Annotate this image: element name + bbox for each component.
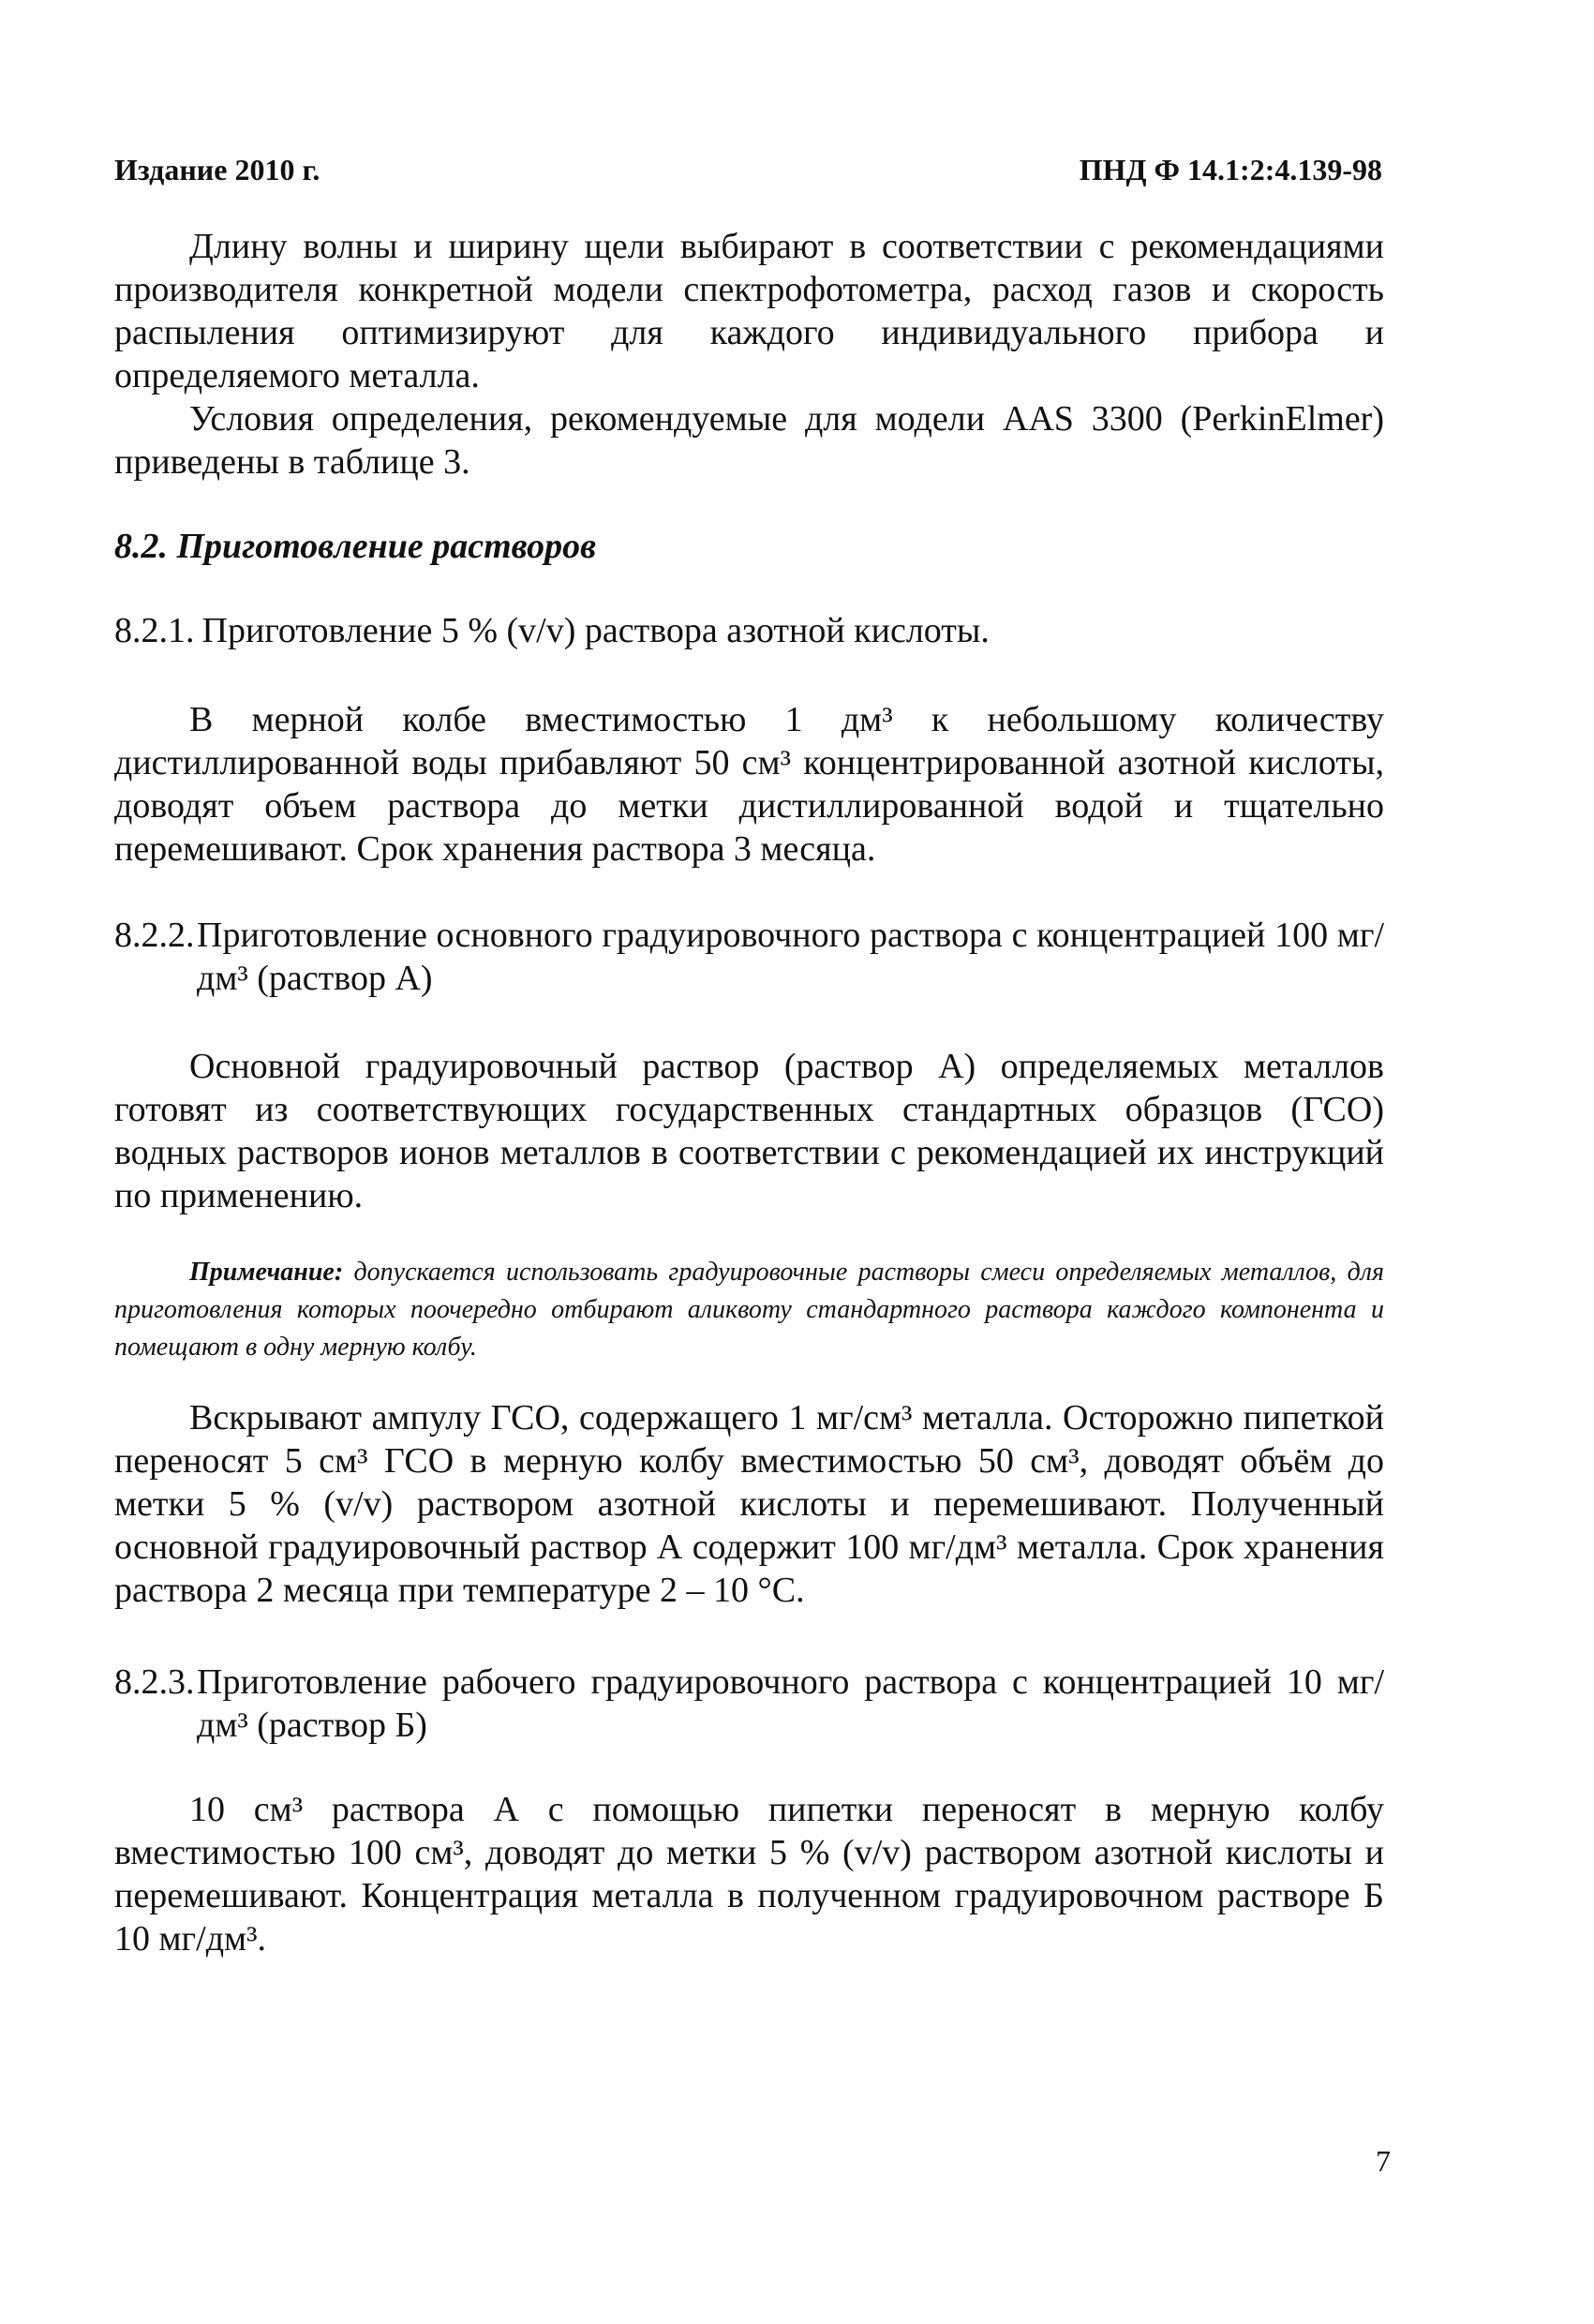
subsection-title: Приготовление основного градуировочного раствора с концентрацией 100 мг/дм³ (раствор А): [197, 916, 1384, 998]
subsection-title: Приготовление рабочего градуировочного раствора с концентрацией 10 мг/дм³ (раствор Б): [197, 1662, 1384, 1745]
note-label: Примечание:: [189, 1258, 344, 1287]
paragraph-nitric-acid: В мерной колбе вместимостью 1 дм³ к небольшому количеству дистиллированной воды прибавляют 50 см³ концентрированной азотной кислоты, доводят объем раствора до метки дистиллированной водой и тщательно перемешивают. Срок хранения раствора 3 месяца.: [114, 700, 1384, 869]
edition-label: Издание 2010 г.: [114, 153, 320, 186]
paragraph-solution-b: 10 см³ раствора А с помощью пипетки переносят в мерную колбу вместимостью 100 см³, доводят до метки 5 % (v/v) раствором азотной кислоты и перемешивают. Концентрация металла в полученном градуировочном растворе Б 10 мг/дм³.: [114, 1790, 1384, 1959]
subsection-number: 8.2.2.: [114, 916, 195, 955]
subsection-8-2-2: [114, 914, 1384, 1000]
section-heading: 8.2. Приготовление растворов: [114, 527, 597, 566]
subsection-title: Приготовление 5 % (v/v) раствора азотной кислоты.: [201, 611, 990, 650]
page-number: 7: [1376, 2144, 1391, 2178]
subsection-number: 8.2.1.: [114, 611, 195, 650]
note-block: [114, 1254, 1384, 1366]
paragraph-ampule: Вскрывают ампулу ГСО, содержащего 1 мг/см³ металла. Осторожно пипеткой переносят 5 см³ ГСО в мерную колбу вместимостью 50 см³, доводят объём до метки 5 % (v/v) раствором азотной кислоты и перемешивают. Полученный основной градуировочный раствор А содержит 100 мг/дм³ металла. Срок хранения раствора 2 месяца при температуре 2 – 10 °С.: [114, 1398, 1384, 1610]
document-code: ПНД Ф 14.1:2:4.139-98: [1079, 153, 1382, 186]
paragraph-conditions: Условия определения, рекомендуемые для модели AAS 3300 (PerkinElmer) приведены в таблице 3.: [114, 399, 1384, 482]
paragraph-solution-a: Основной градуировочный раствор (раствор А) определяемых металлов готовят из соответствующих государственных стандартных образцов (ГСО) водных растворов ионов металлов в соответствии с рекомендацией их инструкций по применению.: [114, 1047, 1384, 1215]
subsection-number: 8.2.3.: [114, 1662, 195, 1702]
note-text: допускается использовать градуировочные растворы смеси определяемых металлов, для приготовления которых поочередно отбирают аликвоту стандартного раствора каждого компонента и помещают в одну мерную колбу.: [114, 1258, 1385, 1362]
paragraph-wavelength: Длину волны и ширину щели выбирают в соответствии с рекомендациями производителя конкретной модели спектрофотометра, расход газов и скорость распыления оптимизируют для каждого индивидуального прибора и определяемого металла.: [114, 227, 1384, 395]
subsection-8-2-3: [114, 1661, 1384, 1747]
subsection-8-2-1: [114, 609, 1384, 652]
